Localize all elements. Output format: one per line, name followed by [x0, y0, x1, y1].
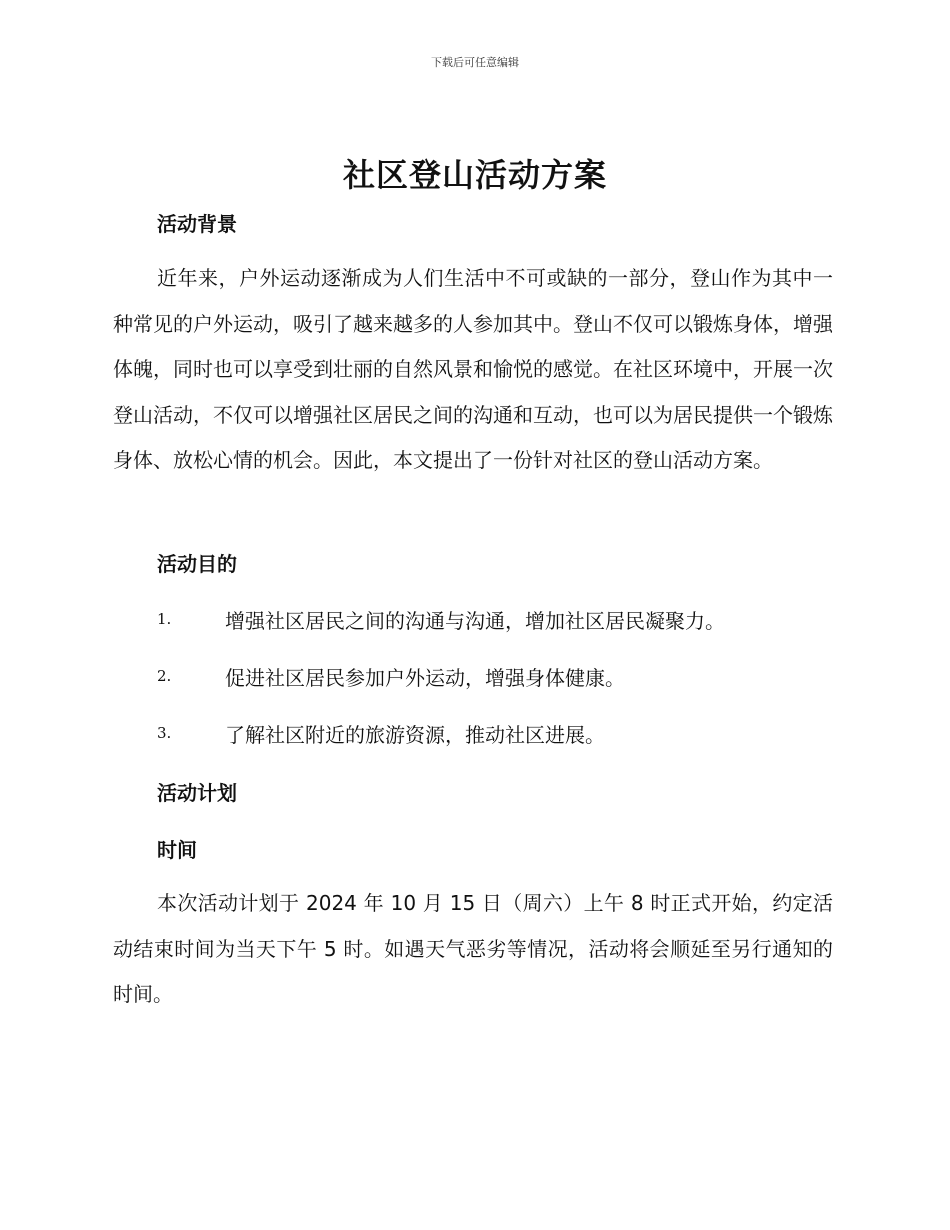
- heading-purpose: 活动目的: [157, 552, 237, 576]
- list-item-number: 3.: [157, 724, 172, 742]
- header-note: 下载后可任意编辑: [431, 56, 519, 69]
- list-item-number: 2.: [157, 667, 172, 685]
- heading-plan: 活动计划: [157, 781, 237, 805]
- heading-background: 活动背景: [157, 212, 237, 236]
- paragraph-background: 近年来，户外运动逐渐成为人们生活中不可或缺的一部分，登山作为其中一种常见的户外运动，吸引了越来越多的人参加其中。登山不仅可以锻炼身体，增强体魄，同时也可以享受到壮丽的自然风景和愉悦的感觉。在社区环境中，开展一次登山活动，不仅可以增强社区居民之间的沟通和互动，也可以为居民提供一个锻炼身体、放松心情的机会。因此，本文提出了一份针对社区的登山活动方案。: [113, 266, 833, 472]
- document-title: 社区登山活动方案: [342, 156, 607, 194]
- list-item: 了解社区附近的旅游资源，推动社区进展。: [225, 723, 605, 747]
- subheading-time: 时间: [157, 838, 197, 862]
- paragraph-time: 本次活动计划于 2024 年 10 月 15 日（周六）上午 8 时正式开始，约定活动结束时间为当天下午 5 时。如遇天气恶劣等情况，活动将会顺延至另行通知的时间。: [113, 891, 833, 1006]
- list-item-number: 1.: [157, 610, 172, 628]
- list-item: 促进社区居民参加户外运动，增强身体健康。: [225, 666, 625, 690]
- list-item: 增强社区居民之间的沟通与沟通，增加社区居民凝聚力。: [225, 609, 725, 633]
